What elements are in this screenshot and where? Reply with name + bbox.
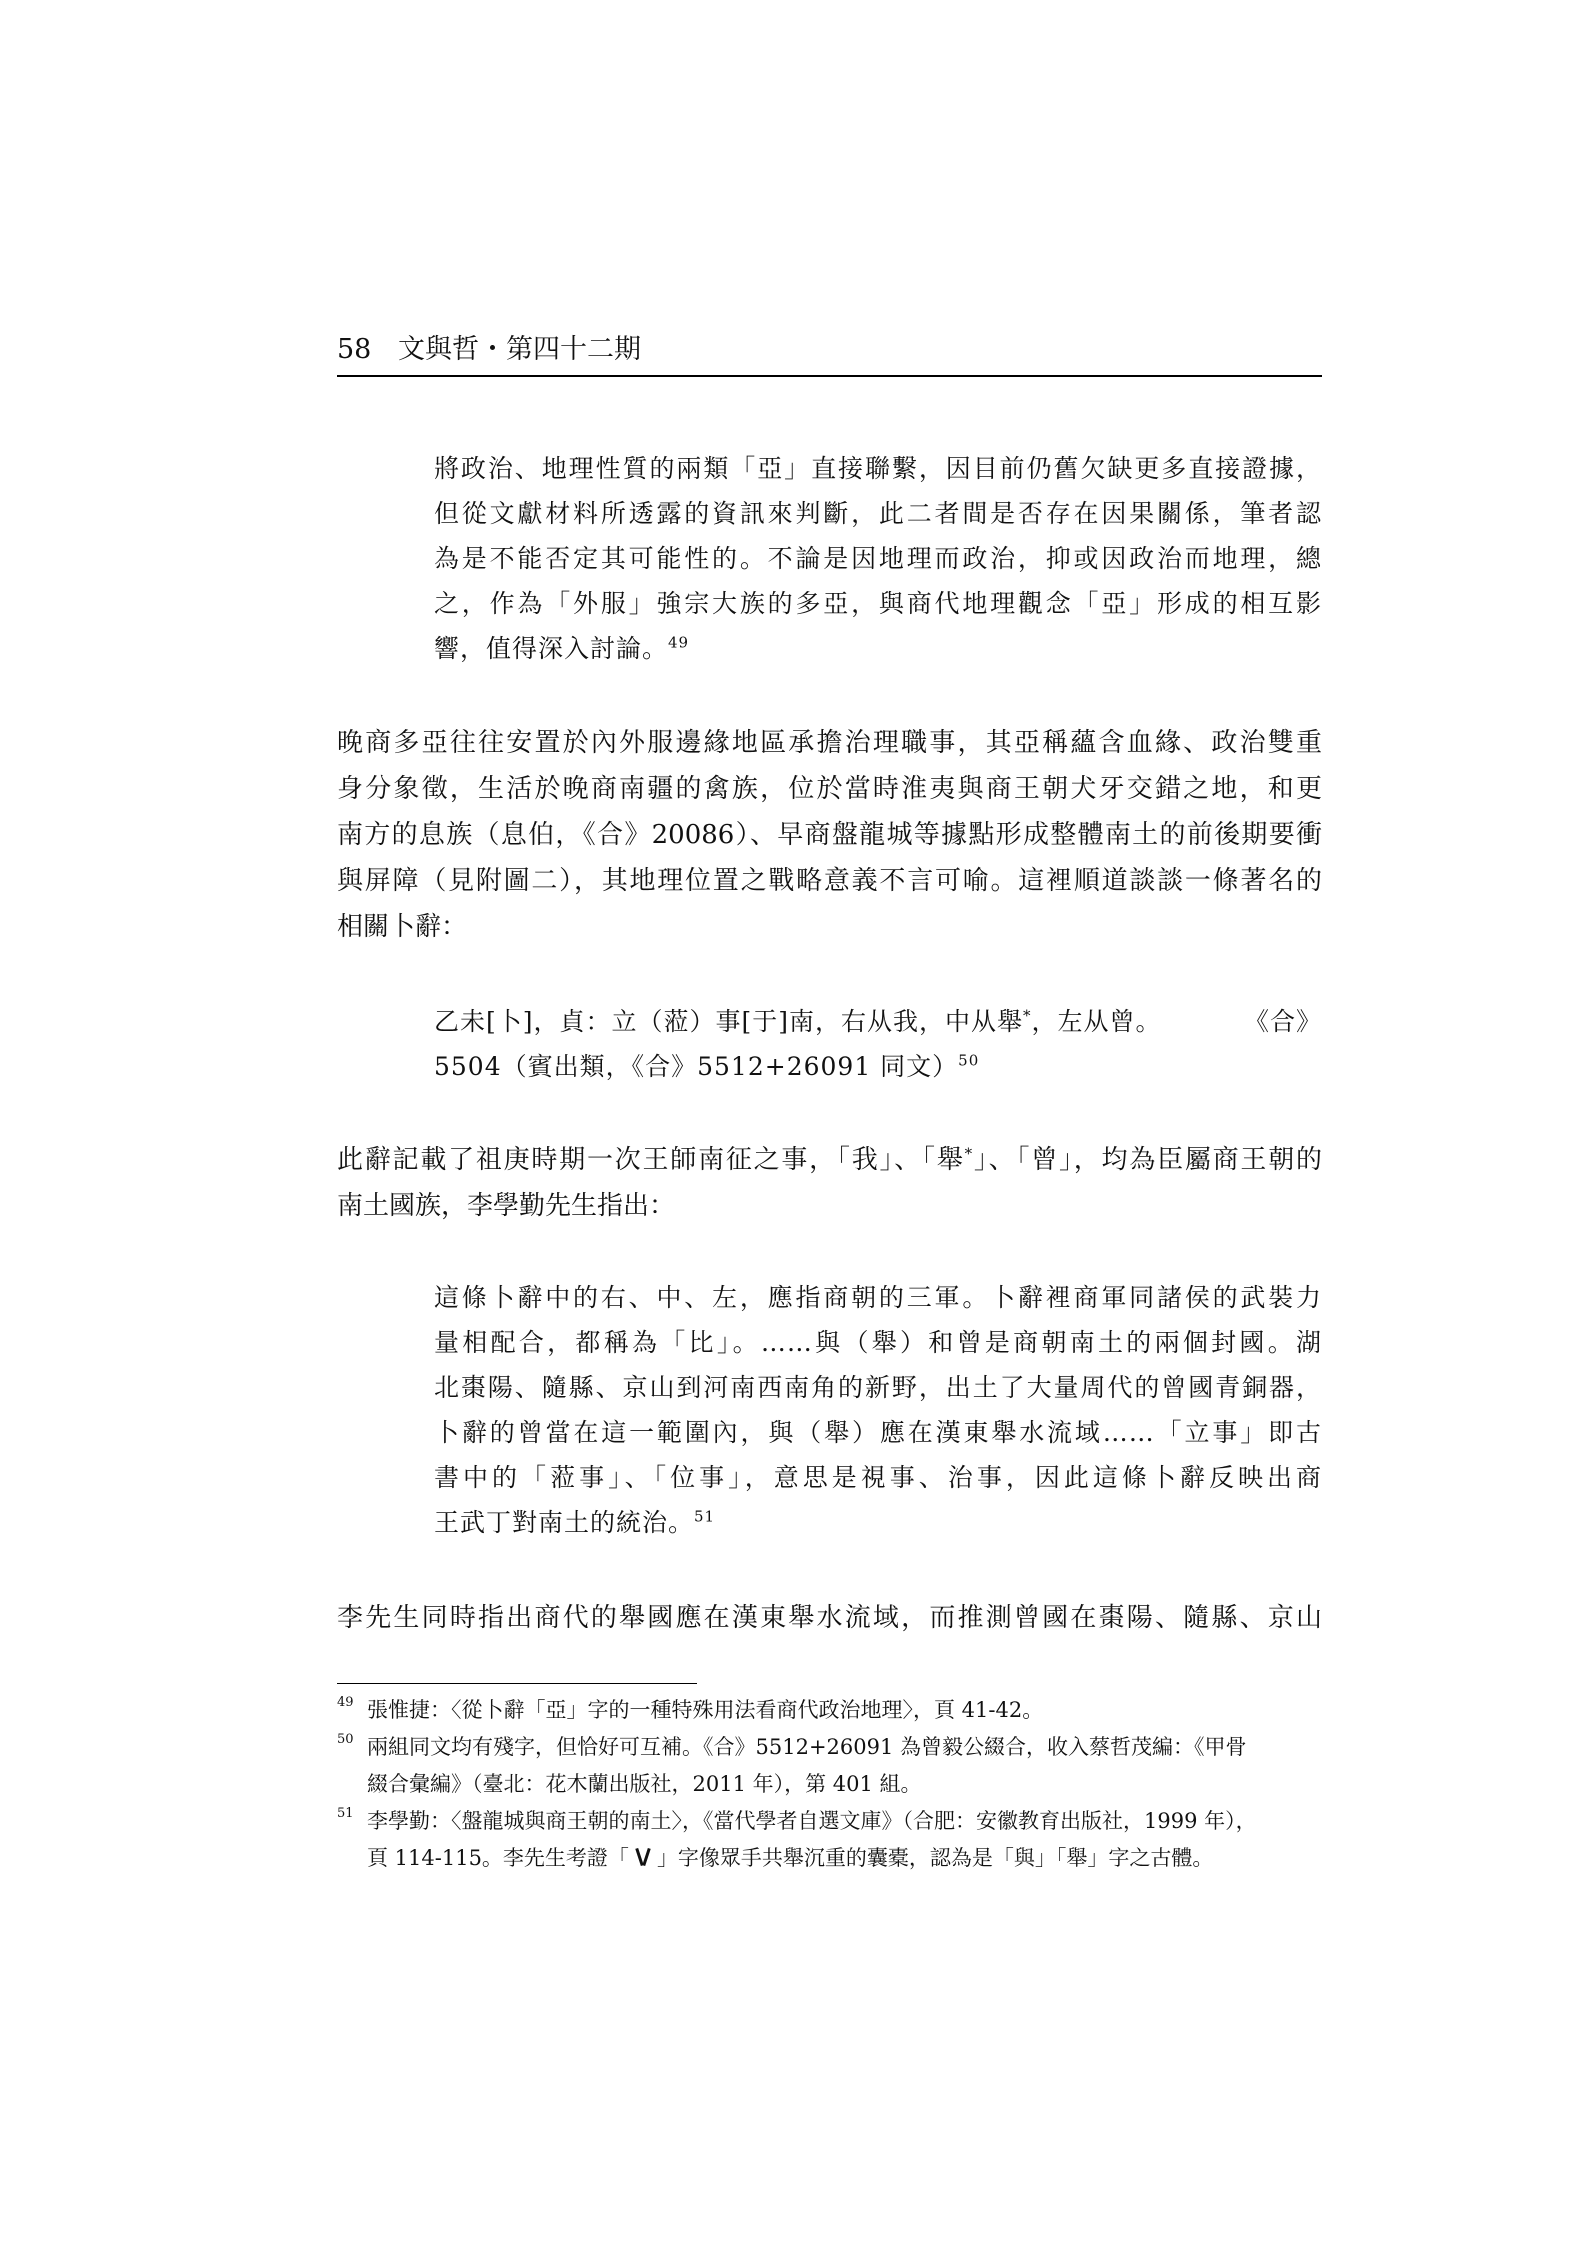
quote-line: 書中的「蒞事」、「位事」，意思是視事、治事，因此這條卜辭反映出商 [434,1463,1322,1492]
paragraph-line: 身分象徵，生活於晚商南疆的禽族，位於當時淮夷與商王朝犬牙交錯之地，和更 [337,774,1322,804]
quote-line: 卜辭的曾當在這一範圍內，與（舉）應在漢東舉水流域……「立事」即古 [434,1418,1322,1447]
quote-line: 這條卜辭中的右、中、左，應指商朝的三軍。卜辭裡商軍同諸侯的武裝力 [434,1283,1322,1312]
footnote-line: 兩組同文均有殘字，但恰好可互補。《合》5512+26091 為曾毅公綴合，收入蔡哲茂編：《甲骨 [367,1735,1247,1759]
quote-line: 將政治、地理性質的兩類「亞」直接聯繫，因目前仍舊欠缺更多直接證據， [434,454,1322,483]
quote-line: 之，作為「外服」強宗大族的多亞，與商代地理觀念「亞」形成的相互影 [434,589,1322,618]
footnote-number: 50 [337,1732,354,1747]
footnote-number: 49 [337,1695,354,1710]
footnote-line: 張惟捷：〈從卜辭「亞」字的一種特殊用法看商代政治地理〉，頁 41-42。 [367,1698,1044,1722]
footnote-49 [337,1692,1322,1729]
quote-line: 王武丁對南土的統治。$^{51}$ [434,1507,716,1537]
inscription-line-1: 乙未[卜]，貞：立（蒞）事[于]南，右从我，中从舉*，左从曾。 《合》 [434,999,1322,1044]
footnote-51 [337,1803,1322,1877]
running-header [337,330,1322,370]
footnote-number: 51 [337,1806,354,1821]
oracle-inscription [434,999,1322,1089]
block-quote-1 [434,446,1322,671]
block-quote-2 [434,1275,1322,1545]
footnote-ref-51[interactable]: 51 [694,1507,716,1526]
page-number: 58 [337,334,372,365]
quote-line: 量相配合，都稱為「比」。……與（舉）和曾是商朝南土的兩個封國。湖 [434,1328,1322,1357]
body-paragraph-3 [337,1595,1322,1641]
body-paragraph-2 [337,1137,1322,1229]
header-rule [337,375,1322,377]
inscription-source: 《合》 [1243,1007,1322,1036]
footnote-ref-49[interactable]: 49 [668,633,690,652]
ancient-ju-glyph-icon [635,1846,651,1868]
footnote-line: 頁 114-115。李先生考證「 」字像眾手共舉沉重的囊橐，認為是「與」「舉」字之古體。 [367,1846,1214,1870]
footnote-ref-50[interactable]: 50 [958,1051,980,1070]
paragraph-line: 南方的息族（息伯，《合》20086）、早商盤龍城等據點形成整體南土的前後期要衝 [337,820,1322,850]
quote-line: 為是不能否定其可能性的。不論是因地理而政治，抑或因政治而地理，總 [434,544,1322,573]
footnote-line: 李學勤：〈盤龍城與商王朝的南土〉，《當代學者自選文庫》（合肥：安徽教育出版社，1999 年）， [367,1809,1257,1833]
body-paragraph-1 [337,720,1322,950]
quote-line: 北棗陽、隨縣、京山到河南西南角的新野，出土了大量周代的曾國青銅器， [434,1373,1322,1402]
inscription-line-2: 5504（賓出類，《合》5512+26091 同文）$^{50}$ [434,1051,980,1081]
footnote-rule [337,1683,697,1684]
footnote-50 [337,1729,1322,1803]
paragraph-line: 南土國族，李學勤先生指出： [337,1191,676,1221]
quote-line: 響，值得深入討論。$^{49}$ [434,633,690,663]
paragraph-line: 此辭記載了祖庚時期一次王師南征之事，「我」、「舉*」、「曾」，均為臣屬商王朝的 [337,1144,1322,1175]
quote-line: 但從文獻材料所透露的資訊來判斷，此二者間是否存在因果關係，筆者認 [434,499,1322,528]
journal-title: 文與哲・第四十二期 [397,334,641,365]
paragraph-line: 相關卜辭： [337,912,468,942]
footnote-line: 綴合彙編》（臺北：花木蘭出版社，2011 年），第 401 組。 [367,1772,922,1796]
paragraph-line: 與屏障（見附圖二），其地理位置之戰略意義不言可喻。這裡順道談談一條著名的 [337,866,1322,896]
paragraph-line: 晚商多亞往往安置於內外服邊緣地區承擔治理職事，其亞稱蘊含血緣、政治雙重 [337,728,1322,758]
paragraph-line: 李先生同時指出商代的舉國應在漢東舉水流域，而推測曾國在棗陽、隨縣、京山 [337,1603,1322,1633]
footnotes [337,1692,1322,1877]
